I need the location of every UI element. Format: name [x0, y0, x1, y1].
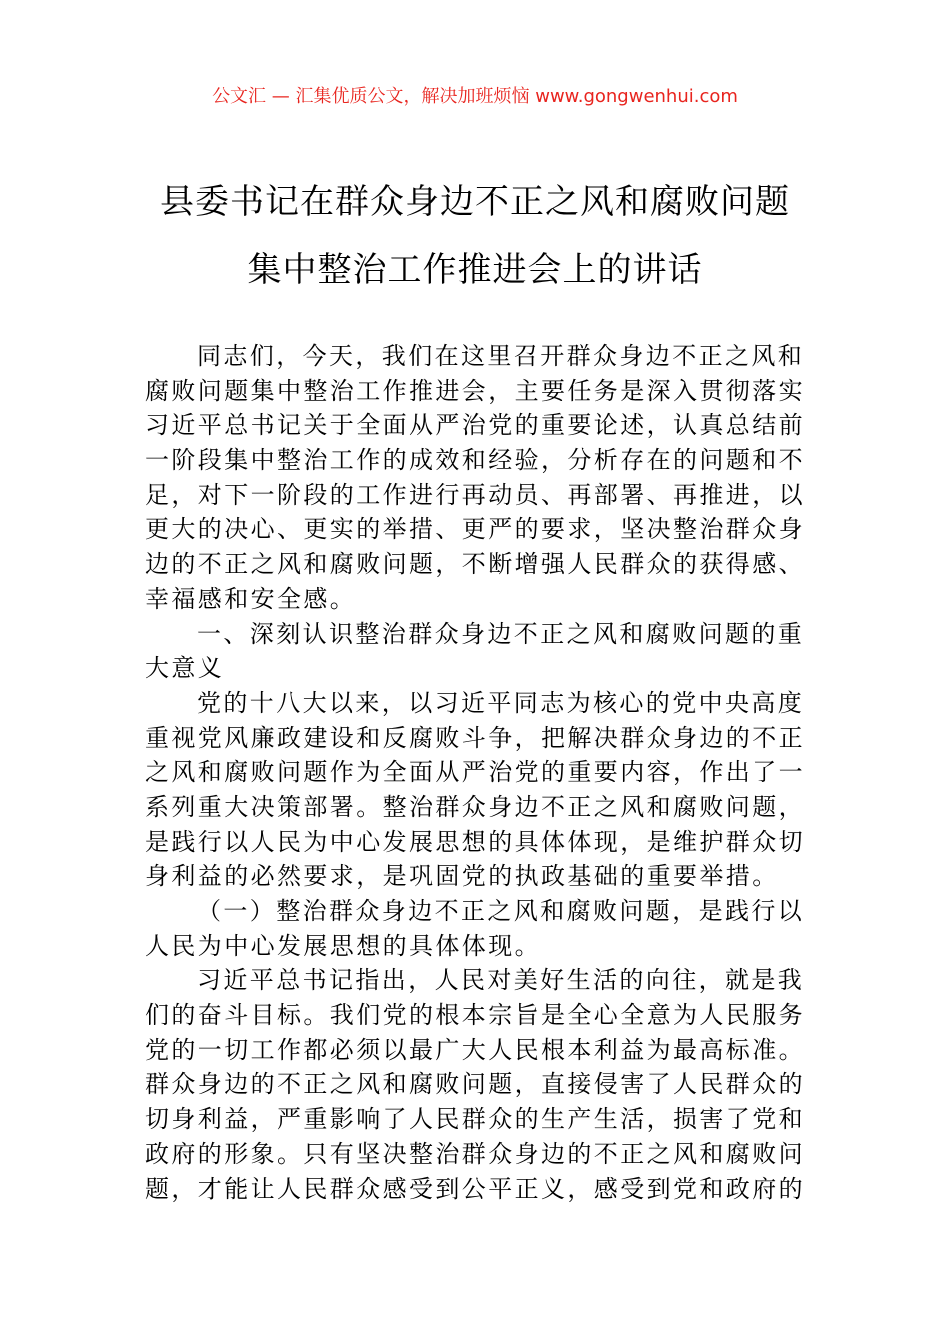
- text-line: 系列重大决策部署。整治群众身边不正之风和腐败问题，: [145, 792, 805, 821]
- watermark-header: 公文汇 — 汇集优质公文，解决加班烦恼 www.gongwenhui.com: [212, 86, 738, 107]
- text-line: 题，才能让人民群众感受到公平正义，感受到党和政府的: [145, 1174, 805, 1203]
- text-line: 党的十八大以来，以习近平同志为核心的党中央高度: [197, 688, 805, 717]
- document-body: [145, 339, 815, 1206]
- text-line: 党的一切工作都必须以最广大人民根本利益为最高标准。: [145, 1035, 805, 1064]
- document-title-line-2: 集中整治工作推进会上的讲话: [247, 250, 703, 290]
- text-line: 幸福感和安全感。: [145, 584, 357, 613]
- text-line: 一、深刻认识整治群众身边不正之风和腐败问题的重: [197, 619, 805, 648]
- text-line: 大意义: [145, 654, 225, 683]
- text-line: 群众身边的不正之风和腐败问题，直接侵害了人民群众的: [145, 1070, 805, 1099]
- text-line: 边的不正之风和腐败问题，不断增强人民群众的获得感、: [145, 550, 805, 579]
- text-line: 同志们，今天，我们在这里召开群众身边不正之风和: [197, 342, 805, 370]
- text-line: 足，对下一阶段的工作进行再动员、再部署、再推进，以: [145, 480, 805, 509]
- text-line: 是践行以人民为中心发展思想的具体体现，是维护群众切: [145, 827, 805, 856]
- text-line: 一阶段集中整治工作的成效和经验，分析存在的问题和不: [145, 446, 805, 475]
- text-line: （一）整治群众身边不正之风和腐败问题，是践行以: [197, 897, 805, 925]
- text-line: 腐败问题集中整治工作推进会，主要任务是深入贯彻落实: [145, 376, 805, 405]
- text-line: 政府的形象。只有坚决整治群众身边的不正之风和腐败问: [145, 1139, 805, 1168]
- text-line: 更大的决心、更实的举措、更严的要求，坚决整治群众身: [145, 515, 805, 544]
- text-line: 重视党风廉政建设和反腐败斗争，把解决群众身边的不正: [145, 723, 805, 752]
- text-line: 切身利益，严重影响了人民群众的生产生活，损害了党和: [145, 1105, 805, 1134]
- text-line: 之风和腐败问题作为全面从严治党的重要内容，作出了一: [145, 758, 805, 787]
- document-title-line-1: 县委书记在群众身边不正之风和腐败问题: [160, 182, 790, 222]
- text-line: 习近平总书记关于全面从严治党的重要论述，认真总结前: [145, 411, 805, 440]
- text-line: 身利益的必然要求，是巩固党的执政基础的重要举措。: [145, 862, 779, 891]
- text-line: 人民为中心发展思想的具体体现。: [145, 931, 541, 960]
- text-line: 们的奋斗目标。我们党的根本宗旨是全心全意为人民服务: [145, 1001, 805, 1030]
- text-line: 习近平总书记指出，人民对美好生活的向往，就是我: [197, 966, 805, 995]
